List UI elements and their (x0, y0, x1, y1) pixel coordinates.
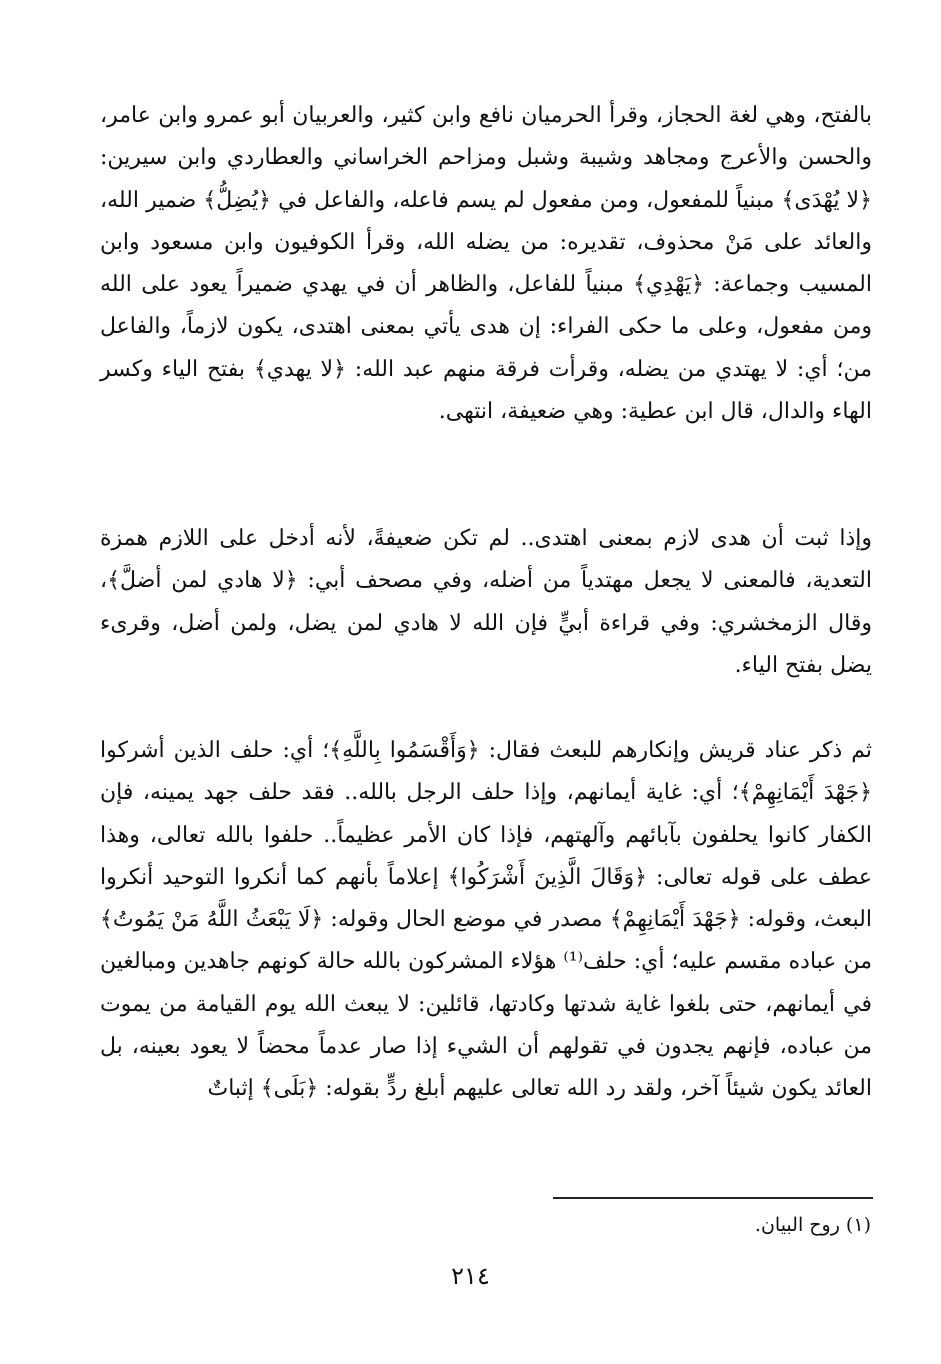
footnote: (١) روح البيان. (754, 1214, 871, 1236)
footnote-divider (553, 1197, 873, 1199)
paragraph-1-text: بالفتح، وهي لغة الحجاز، وقرأ الحرميان نافع وابن كثير، والعربيان أبو عمرو وابن عامر، والحسن والأعرج ومجاهد وشيبة وشبل ومزاحم الخراساني والعطاردي وابن سيرين: ﴿لا يُهْدَى﴾ مبنياً للمفعول، ومن مفعول لم يسم فاعله، والفاعل في ﴿يُضِلُّ﴾ ضمير الله، والعائد على مَنْ محذوف، تقديره: من يضله الله، وقرأ الكوفيون وابن مسعود وابن المسيب وجماعة: ﴿يَهْدِي﴾ مبنياً للفاعل، والظاهر أن في يهدي ضميراً يعود على الله ومن مفعول، وعلى ما حكى الفراء: إن هدى يأتي بمعنى اهتدى، يكون لازماً، والفاعل من؛ أي: لا يهتدي من يضله، وقرأت فرقة منهم عبد الله: ﴿لا يهدي﴾ بفتح الياء وكسر الهاء والدال، قال ابن عطية: وهي ضعيفة، انتهى. (100, 103, 872, 425)
paragraph-2-text: وإذا ثبت أن هدى لازم بمعنى اهتدى.. لم تكن ضعيفةً، لأنه أدخل على اللازم همزة التعدية، فالمعنى لا يجعل مهتدياً من أضله، وفي مصحف أبي: ﴿لا هادي لمن أضلَّ﴾، وقال الزمخشري: وفي قراءة أبيٍّ فإن الله لا هادي لمن يضل، ولمن أضل، وقرىء يضل بفتح الياء. (100, 526, 872, 678)
paragraph-3-text: ثم ذكر عناد قريش وإنكارهم للبعث فقال: ﴿وَأَقْسَمُوا بِاللَّهِ﴾؛ أي: حلف الذين أشركوا ﴿جَهْدَ أَيْمَانِهِمْ﴾؛ أي: غاية أيمانهم، وإذا حلف الرجل بالله.. فقد حلف جهد يمينه، فإن الكفار كانوا يحلفون بآبائهم وآلهتهم، فإذا كان الأمر عظيماً.. حلفوا بالله تعالى، وهذا عطف على قوله تعالى: ﴿وَقَالَ الَّذِينَ أَشْرَكُوا﴾ إعلاماً بأنهم كما أنكروا التوحيد أنكروا البعث، وقوله: ﴿جَهْدَ أَيْمَانِهِمْ﴾ مصدر في موضع الحال وقوله: ﴿لَا يَبْعَثُ اللَّهُ مَنْ يَمُوتُ﴾ من عباده مقسم عليه؛ أي: حلف⁽¹⁾ هؤلاء المشركون بالله حالة كونهم جاهدين ومبالغين في أيمانهم، حتى بلغوا غاية شدتها وكادتها، قائلين: لا يبعث الله يوم القيامة من يموت من عباده، فإنهم يجدون في تقولهم أن الشيء إذا صار عدماً محضاً لا يعود بعينه، بل العائد يكون شيئاً آخر، ولقد رد الله تعالى عليهم أبلغ ردٍّ بقوله: ﴿بَلَى﴾ إثباتٌ (100, 738, 872, 1102)
page-number: ٢١٤ (451, 1262, 490, 1290)
paragraph-1 (100, 95, 872, 433)
paragraph-2 (100, 518, 872, 687)
paragraph-3 (100, 730, 872, 1111)
